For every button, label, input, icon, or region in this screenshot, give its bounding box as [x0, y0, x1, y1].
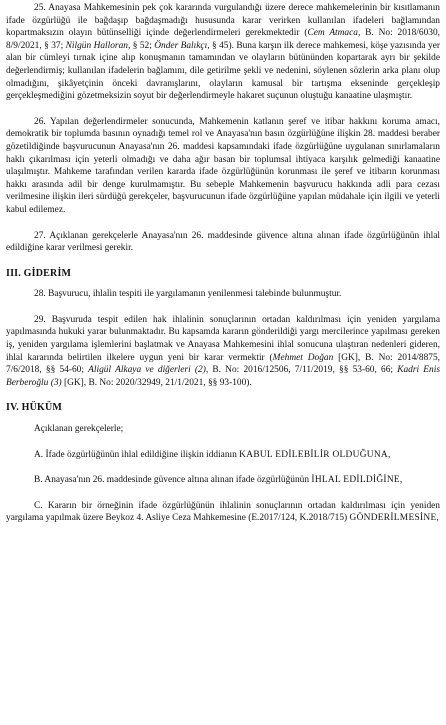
paragraph-25-citation-1: Cem Atmaca,: [307, 28, 361, 39]
paragraph-29-citation-1: Mehmet Doğan: [272, 352, 334, 363]
paragraph-26: 26. Yapılan değerlendirmeler sonucunda, Mahkemenin katlanın şeref ve itibar hakkını koruma amacı, demokratik bir toplumda basının oynadığı temel rol ve Anayasa'nın basın özgürlüğüne ilişkin 28. maddesi beraber gözetildiğinde başvurucunun Anayasa'nın 26. maddesi kapsamındaki ifade özgürlüğüne uygulanan sınırlamaların haklı çıkarılması için yeterli olmadığı ve daha ağır basan bir toplumsal ihtiyaca karşılık gelmediği kanaatine ulaşılmıştır. Mahkeme tarafından verilen kararda ifade özgürlüğünün korunması ile şeref ve itibarın korunması hakkı arasında adil bir denge kurulmamıştır. Bu sebeple Mahkemenin başvurucu hakkında adli para cezası verilmesine ilişkin ileri sürdüğü gerekçeler, başvurucunun ifade özgürlüğüne yapılan müdahale için ilgili ve yeterli kabul edilemez.: [6, 116, 440, 215]
judgment-item-c-decision: GÖNDERİLMESİNE,: [349, 513, 440, 524]
paragraph-28: 28. Başvurucu, ihlalin tespiti ile yargılamanın yenilenmesi talebinde bulunmuştur.: [34, 289, 342, 300]
paragraph-25-citation-2: Nilgün Halloran,: [65, 40, 131, 51]
paragraph-29: [6, 314, 440, 390]
paragraph-25-text-a: 25. Anayasa Mahkemesinin pek çok kararında vurgulandığı üzere derece mahkemelerinin bir kısıtlamanın ifade özgürlüğü ile bağdaşıp bağdaşmadığı hususunda karar verirken kullanılan ifadeleri bağlamından kopartmaksızın olayın bütünselliği içinde değerlendirmeleri gerekmektedir (: [6, 3, 440, 39]
paragraph-29-citation-3: Kadri Enis Berberoğlu (3): [6, 365, 440, 388]
paragraph-29-text-a: 29. Başvuruda tespit edilen hak ihlalinin sonuçlarının ortadan kaldırılması için yeniden yargılama yapılmasında hukuki yarar bulunmaktadır. Bu kapsamda kararın gönderildiği yargı mercilerince yapılması gereken iş, yeniden yargılama işlemlerini başlatmak ve Anayasa Mahkemesini ihlal sonucuna ulaştıran nedenleri gideren, ihlal kararında belirtilen ilkelere uygun yeni bir karar vermektir (: [6, 314, 440, 363]
paragraph-25: [6, 2, 440, 103]
paragraph-29-text-c: B. No: 2016/12506, 7/11/2019, §§ 53-60, 66;: [208, 365, 398, 376]
section-heading-judgment: IV. HÜKÜM: [6, 402, 63, 414]
paragraph-29-citation-2: Aligül Alkaya ve diğerleri (2),: [88, 365, 209, 376]
paragraph-25-citation-3: Önder Balıkçı,: [154, 40, 210, 51]
judgment-item-c: [6, 500, 440, 525]
judgment-item-a-text: A. İfade özgürlüğünün ihlal edildiğine ilişkin iddianın: [34, 449, 240, 460]
judgment-item-a: [6, 449, 440, 462]
judgment-item-b-text: B. Anayasa'nın 26. maddesinde güvence altına alınan ifade özgürlüğünün: [34, 475, 312, 486]
paragraph-27: 27. Açıklanan gerekçelerle Anayasa'nın 26. maddesinde güvence altına alınan ifade özgürlüğünün ihlal edildiğine karar verilmesi gerekir.: [6, 230, 440, 254]
judgment-item-b-decision: İHLAL EDİLDİĞİNE,: [311, 475, 403, 486]
judgment-item-c-text: C. Kararın bir örneğinin ifade özgürlüğünün ihlalinin sonuçlarının ortadan kaldırılması için yeniden yargılama yapılmak üzere Beykoz 4. Asliye Ceza Mahkemesine (E.2017/124, K.2018/715): [6, 500, 440, 524]
judgment-intro: Açıklanan gerekçelerle;: [34, 424, 124, 435]
judgment-item-b: [6, 474, 440, 487]
paragraph-29-text-b: [GK], B. No: 2014/8875, 7/6/2018, §§ 54-60;: [6, 352, 440, 376]
paragraph-25-text-d: § 45). Buna karşın ilk derece mahkemesi, köşe yazısında yer alan bir cümleyi tırnak içine alıp konuşmanın tamamından ve olayların bütününden kopartarak ayrı bir şekilde değerlendirmiş; kullanılan ifadelerin bağlamını, dile getirilme şekli ve nedenini, söylenen sözlerin arka planı olup olmadığını, şikâyetçinin önceki davranışlarını, olayların kamusal bir tartışma ekseninde gerçekleşip gerçekleşmediğini gözetmeksizin soyut bir değerlendirmeyle hakaret suçunun oluştuğu kanaatine ulaşmıştır.: [6, 40, 440, 102]
section-heading-remedy: III. GİDERİM: [6, 267, 72, 279]
paragraph-25-text-b: B. No: 2018/6030, 8/9/2021, § 37;: [6, 28, 440, 51]
judgment-item-a-decision: KABUL EDİLEBİLİR OLDUĞUNA,: [239, 449, 391, 460]
paragraph-29-text-d: [GK], B. No: 2020/32949, 21/1/2021, §§ 93-100).: [61, 377, 252, 388]
paragraph-25-text-c: § 52;: [130, 40, 155, 51]
